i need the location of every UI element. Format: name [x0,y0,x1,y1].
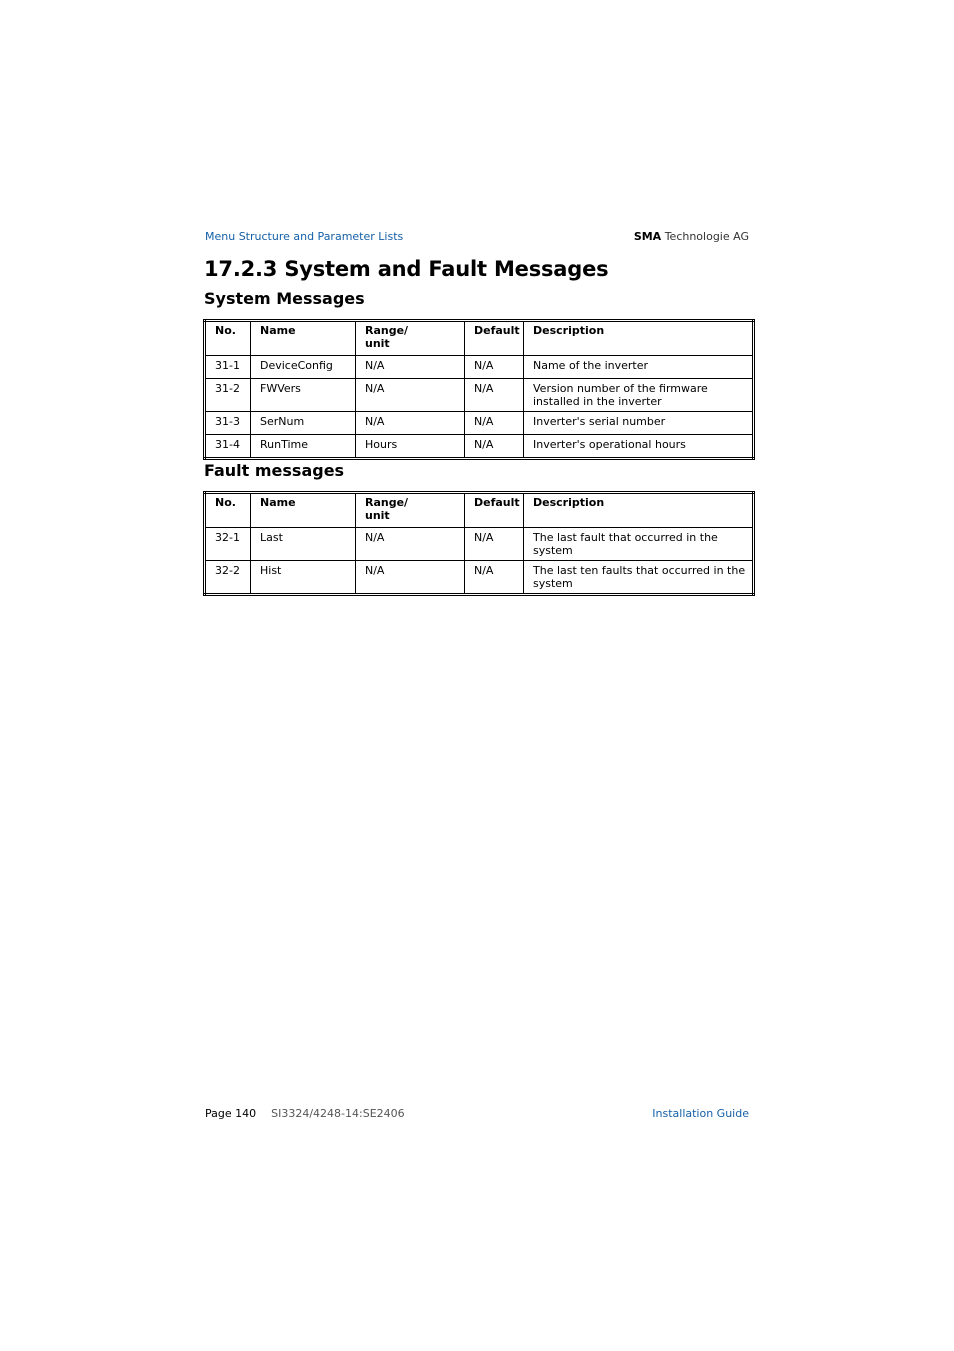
cell-description: Inverter's serial number [524,412,754,435]
table-row [205,356,754,379]
cell-range: N/A [356,528,465,561]
column-header-no: No. [205,321,251,356]
fault-messages-heading: Fault messages [204,461,345,480]
cell-range: N/A [356,379,465,412]
column-header-name: Name [251,493,356,528]
page-number: Page 140 [205,1107,257,1120]
table-row [205,528,754,561]
cell-description: Inverter's operational hours [524,435,754,459]
cell-name: SerNum [251,412,356,435]
table-row [205,412,754,435]
running-header-company [634,230,749,243]
section-title: 17.2.3 System and Fault Messages [204,257,609,281]
cell-range: Hours [356,435,465,459]
column-header-no: No. [205,493,251,528]
table-row [205,561,754,595]
table-row [205,379,754,412]
cell-range: N/A [356,356,465,379]
footer-left [205,1107,405,1120]
footer-document-title: Installation Guide [652,1107,749,1120]
column-header-description: Description [524,493,754,528]
cell-no: 31-4 [205,435,251,459]
cell-name: RunTime [251,435,356,459]
cell-description: The last ten faults that occurred in the system [524,561,754,595]
column-header-default: Default [465,321,524,356]
cell-default: N/A [465,379,524,412]
cell-name: Last [251,528,356,561]
document-code: SI3324/4248-14:SE2406 [271,1107,405,1120]
cell-default: N/A [465,412,524,435]
cell-range: N/A [356,412,465,435]
system-messages-heading: System Messages [204,289,365,308]
cell-description: The last fault that occurred in the system [524,528,754,561]
cell-no: 32-1 [205,528,251,561]
cell-description: Name of the inverter [524,356,754,379]
cell-default: N/A [465,356,524,379]
brand-name: SMA [633,230,662,243]
cell-default: N/A [465,435,524,459]
table-header-row [205,493,754,528]
table-header-row [205,321,754,356]
cell-name: DeviceConfig [251,356,356,379]
column-header-range: Range/ unit [356,321,465,356]
cell-default: N/A [465,528,524,561]
cell-no: 31-1 [205,356,251,379]
cell-no: 31-2 [205,379,251,412]
cell-name: Hist [251,561,356,595]
system-messages-table [203,319,755,460]
column-header-default: Default [465,493,524,528]
company-name: Technologie AG [664,230,749,243]
table-row [205,435,754,459]
column-header-description: Description [524,321,754,356]
fault-messages-table [203,491,755,596]
cell-no: 32-2 [205,561,251,595]
cell-default: N/A [465,561,524,595]
cell-description: Version number of the firmware installed in the inverter [524,379,754,412]
cell-no: 31-3 [205,412,251,435]
column-header-range: Range/ unit [356,493,465,528]
cell-name: FWVers [251,379,356,412]
column-header-name: Name [251,321,356,356]
cell-range: N/A [356,561,465,595]
running-header-section: Menu Structure and Parameter Lists [205,230,404,243]
